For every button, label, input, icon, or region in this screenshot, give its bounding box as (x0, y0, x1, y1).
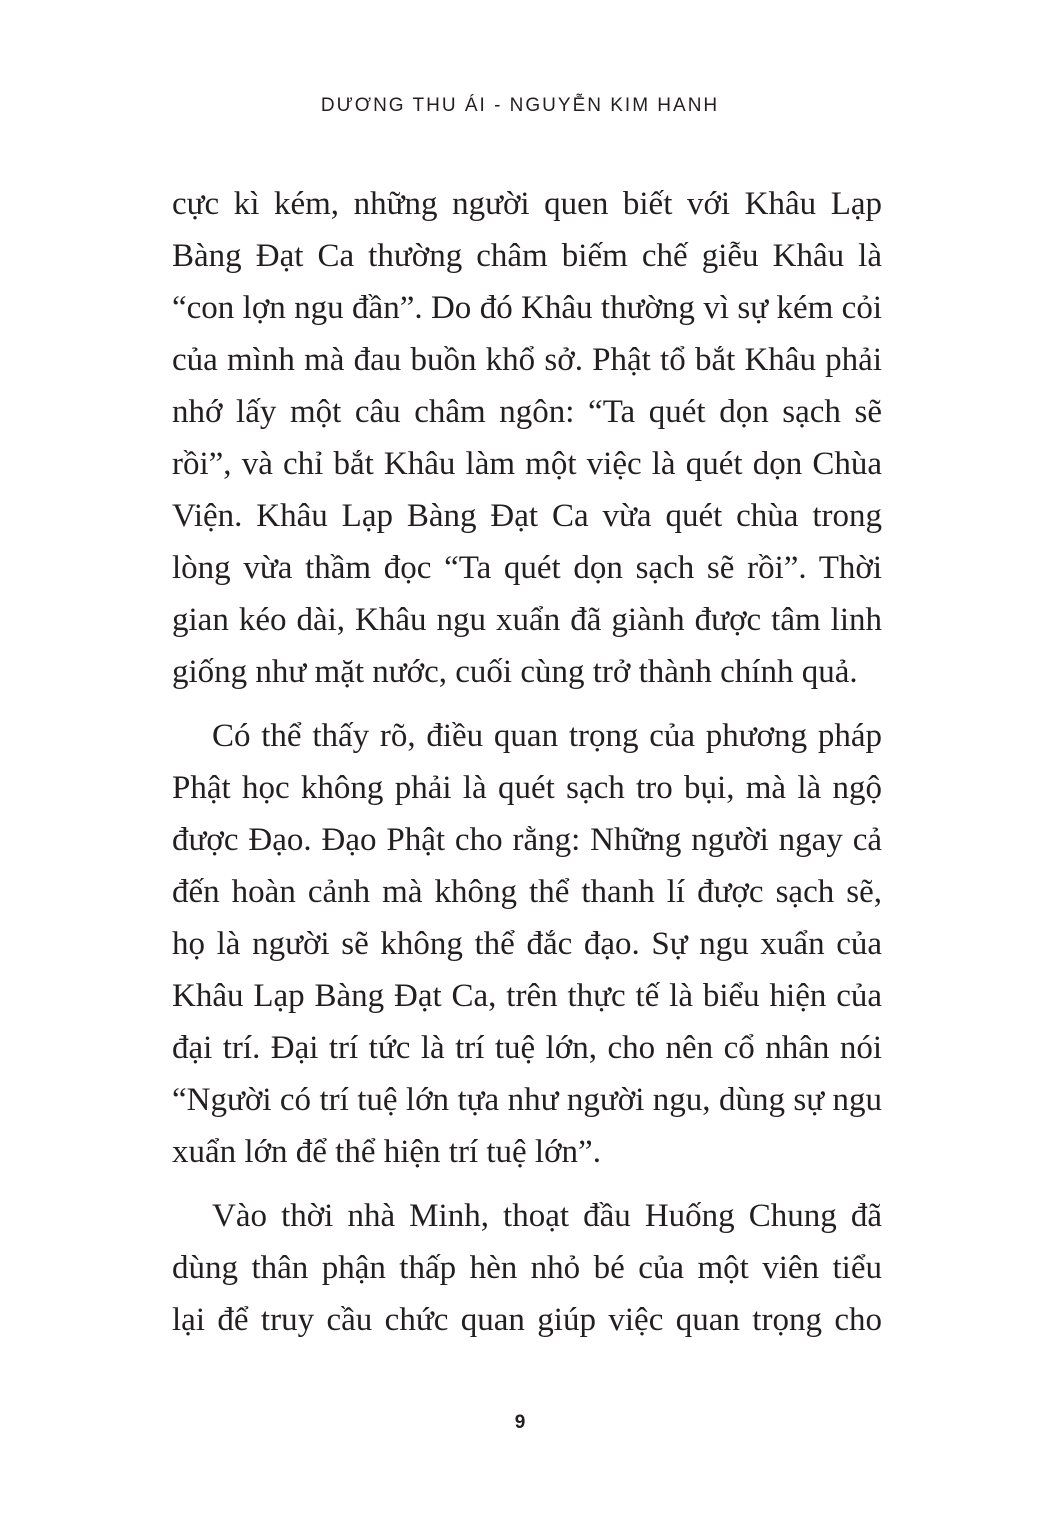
text-line: của mình mà đau buồn khổ sở. Phật tổ bắt Khâu phải (172, 342, 882, 378)
paragraph-3 (172, 1190, 882, 1346)
text-line: Phật học không phải là quét sạch tro bụi, mà là ngộ (172, 770, 882, 806)
text-line: cực kì kém, những người quen biết với Khâu Lạp (172, 186, 882, 222)
body-text (172, 178, 882, 1346)
text-line: “Người có trí tuệ lớn tựa như người ngu, dùng sự ngu (172, 1082, 882, 1118)
text-line: “con lợn ngu đần”. Do đó Khâu thường vì sự kém cỏi (172, 290, 882, 326)
text-line: rồi”, và chỉ bắt Khâu làm một việc là quét dọn Chùa (172, 446, 882, 482)
text-line: Viện. Khâu Lạp Bàng Đạt Ca vừa quét chùa trong (172, 498, 882, 534)
text-line: Có thể thấy rõ, điều quan trọng của phương pháp (212, 718, 882, 754)
text-line: đến hoàn cảnh mà không thể thanh lí được sạch sẽ, (172, 874, 882, 910)
text-line: được Đạo. Đạo Phật cho rằng: Những người ngay cả (172, 822, 882, 858)
paragraph-2 (172, 710, 882, 1178)
text-line: đại trí. Đại trí tức là trí tuệ lớn, cho nên cổ nhân nói (172, 1030, 882, 1066)
text-line: lại để truy cầu chức quan giúp việc quan trọng cho (172, 1302, 882, 1338)
running-header: DƯƠNG THU ÁI - NGUYỄN KIM HANH (320, 95, 720, 116)
text-line: dùng thân phận thấp hèn nhỏ bé của một viên tiểu (172, 1250, 882, 1286)
text-line: Vào thời nhà Minh, thoạt đầu Huống Chung đã (212, 1198, 882, 1234)
text-line: Khâu Lạp Bàng Đạt Ca, trên thực tế là biểu hiện của (172, 978, 882, 1014)
text-line: họ là người sẽ không thể đắc đạo. Sự ngu xuẩn của (172, 926, 882, 962)
text-line: gian kéo dài, Khâu ngu xuẩn đã giành được tâm linh (172, 602, 882, 638)
text-line: Bàng Đạt Ca thường châm biếm chế giễu Khâu là (172, 238, 882, 274)
text-line: xuẩn lớn để thể hiện trí tuệ lớn”. (172, 1134, 601, 1170)
page-number: 9 (514, 1412, 526, 1433)
text-line: lòng vừa thầm đọc “Ta quét dọn sạch sẽ rồi”. Thời (172, 550, 882, 586)
text-line: nhớ lấy một câu châm ngôn: “Ta quét dọn sạch sẽ (172, 394, 882, 430)
text-line: giống như mặt nước, cuối cùng trở thành chính quả. (172, 654, 858, 690)
paragraph-1 (172, 178, 882, 698)
